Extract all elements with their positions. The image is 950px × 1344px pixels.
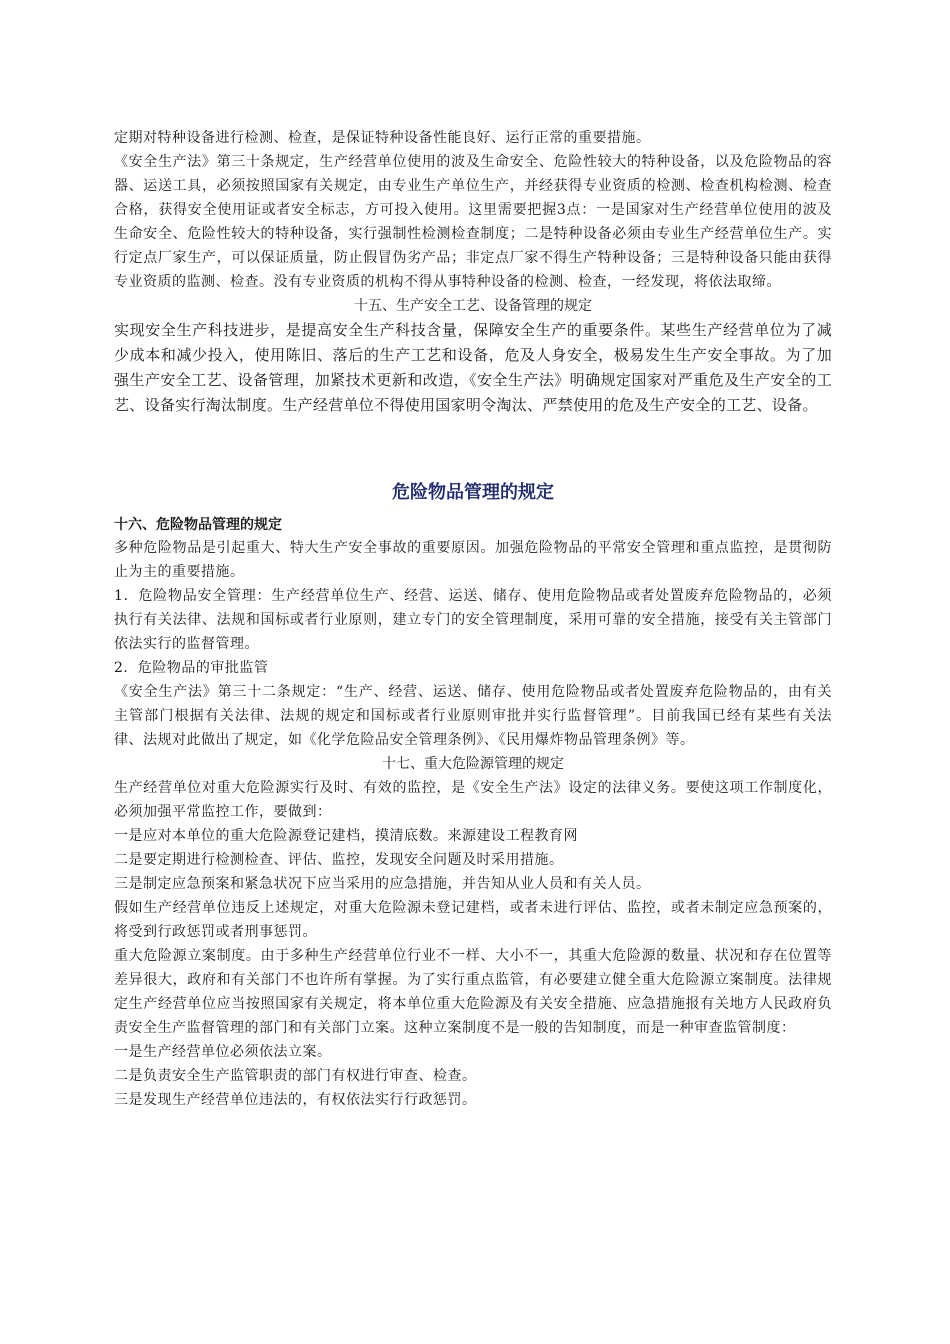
list-item-emergency-plan: 三是制定应急预案和紧急状况下应当采用的应急措施，并告知从业人员和有关人员。	[114, 876, 651, 892]
heading-section-15: 十五、生产安全工艺、设备管理的规定	[354, 298, 592, 314]
section-spacer	[114, 418, 832, 480]
paragraph-major-hazard-intro: 生产经营单位对重大危险源实行及时、有效的监控，是《安全生产法》设定的法律义务。要使这项工作制度化，必须加强平常监控工作，要做到：	[114, 780, 832, 820]
list-item-inspection: 二是要定期进行检测检查、评估、监控，发现安全问题及时采用措施。	[114, 852, 564, 868]
page-title: 危险物品管理的规定	[392, 482, 554, 503]
list-item-review: 二是负责安全生产监管职责的部门有权进行审查、检查。	[114, 1068, 477, 1084]
paragraph-article-32: 《安全生产法》第三十二条规定：“生产、经营、运送、储存、使用危险物品或者处置废弃危险物品的，由有关主管部门根据有关法律、法规的规定和国标或者行业原则审批并实行监督管理”。目前我国已经有某些有关法律、法规对此做出了规定，如《化学危险品安全管理条例》、《民用爆炸物品管理条例》等。	[114, 684, 832, 748]
heading-section-17: 十七、重大危险源管理的规定	[382, 756, 564, 772]
paragraph-hazardous-intro: 多种危险物品是引起重大、特大生产安全事故的重要原因。加强危险物品的平常安全管理和重点监控，是贯彻防止为主的重要措施。	[114, 540, 832, 580]
document-page	[114, 126, 832, 1112]
paragraph-process-equipment: 实现安全生产科技进步，是提高安全生产科技含量，保障安全生产的重要条件。某些生产经营单位为了减少成本和减少投入，使用陈旧、落后的生产工艺和设备，危及人身安全，极易发生生产安全事故。为了加强生产安全工艺、设备管理，加紧技术更新和改造，《安全生产法》明确规定国家对严重危及生产安全的工艺、设备实行淘汰制度。生产经营单位不得使用国家明令淘汰、严禁使用的危及生产安全的工艺、设备。	[114, 321, 832, 414]
paragraph-filing-system: 重大危险源立案制度。由于多种生产经营单位行业不一样、大小不一，其重大危险源的数量、状况和存在位置等差异很大，政府和有关部门不也许所有掌握。为了实行重点监管，有必要建立健全重大危险源立案制度。法律规定生产经营单位应当按照国家有关规定，将本单位重大危险源及有关安全措施、应急措施报有关地方人民政府负责安全生产监督管理的部门和有关部门立案。这种立案制度不是一般的告知制度，而是一种审查监管制度：	[114, 948, 832, 1036]
paragraph-equipment-inspection: 定期对特种设备进行检测、检查，是保证特种设备性能良好、运行正常的重要措施。	[114, 130, 651, 146]
list-item-filing: 一是生产经营单位必须依法立案。	[114, 1044, 332, 1060]
list-item-enforcement: 三是发现生产经营单位违法的，有权依法实行行政惩罚。	[114, 1092, 477, 1108]
list-item-safety-management: 1．危险物品安全管理：生产经营单位生产、经营、运送、储存、使用危险物品或者处置废弃危险物品的，必须执行有关法律、法规和国标或者行业原则，建立专门的安全管理制度，采用可靠的安全措施，接受有关主管部门依法实行的监督管理。	[114, 588, 832, 652]
heading-section-16: 十六、危险物品管理的规定	[114, 517, 282, 533]
list-item-approval: 2．危险物品的审批监管	[114, 660, 269, 676]
paragraph-article-30: 《安全生产法》第三十条规定，生产经营单位使用的波及生命安全、危险性较大的特种设备，以及危险物品的容器、运送工具，必须按照国家有关规定，由专业生产单位生产，并经获得专业资质的检测、检查机构检测、检查合格，获得安全使用证或者安全标志，方可投入使用。这里需要把握3点：一是国家对生产经营单位使用的波及生命安全、危险性较大的特种设备，实行强制性检测检查制度；二是特种设备必须由专业生产经营单位生产。实行定点厂家生产，可以保证质量，防止假冒伪劣产品；非定点厂家不得生产特种设备；三是特种设备只能由获得专业资质的监测、检查。没有专业资质的机构不得从事特种设备的检测、检查，一经发现，将依法取缔。	[114, 154, 832, 290]
list-item-registration: 一是应对本单位的重大危险源登记建档，摸清底数。来源建设工程教育网	[114, 828, 578, 844]
paragraph-penalty: 假如生产经营单位违反上述规定，对重大危险源未登记建档，或者未进行评估、监控，或者未制定应急预案的，将受到行政惩罚或者刑事惩罚。	[114, 900, 832, 940]
